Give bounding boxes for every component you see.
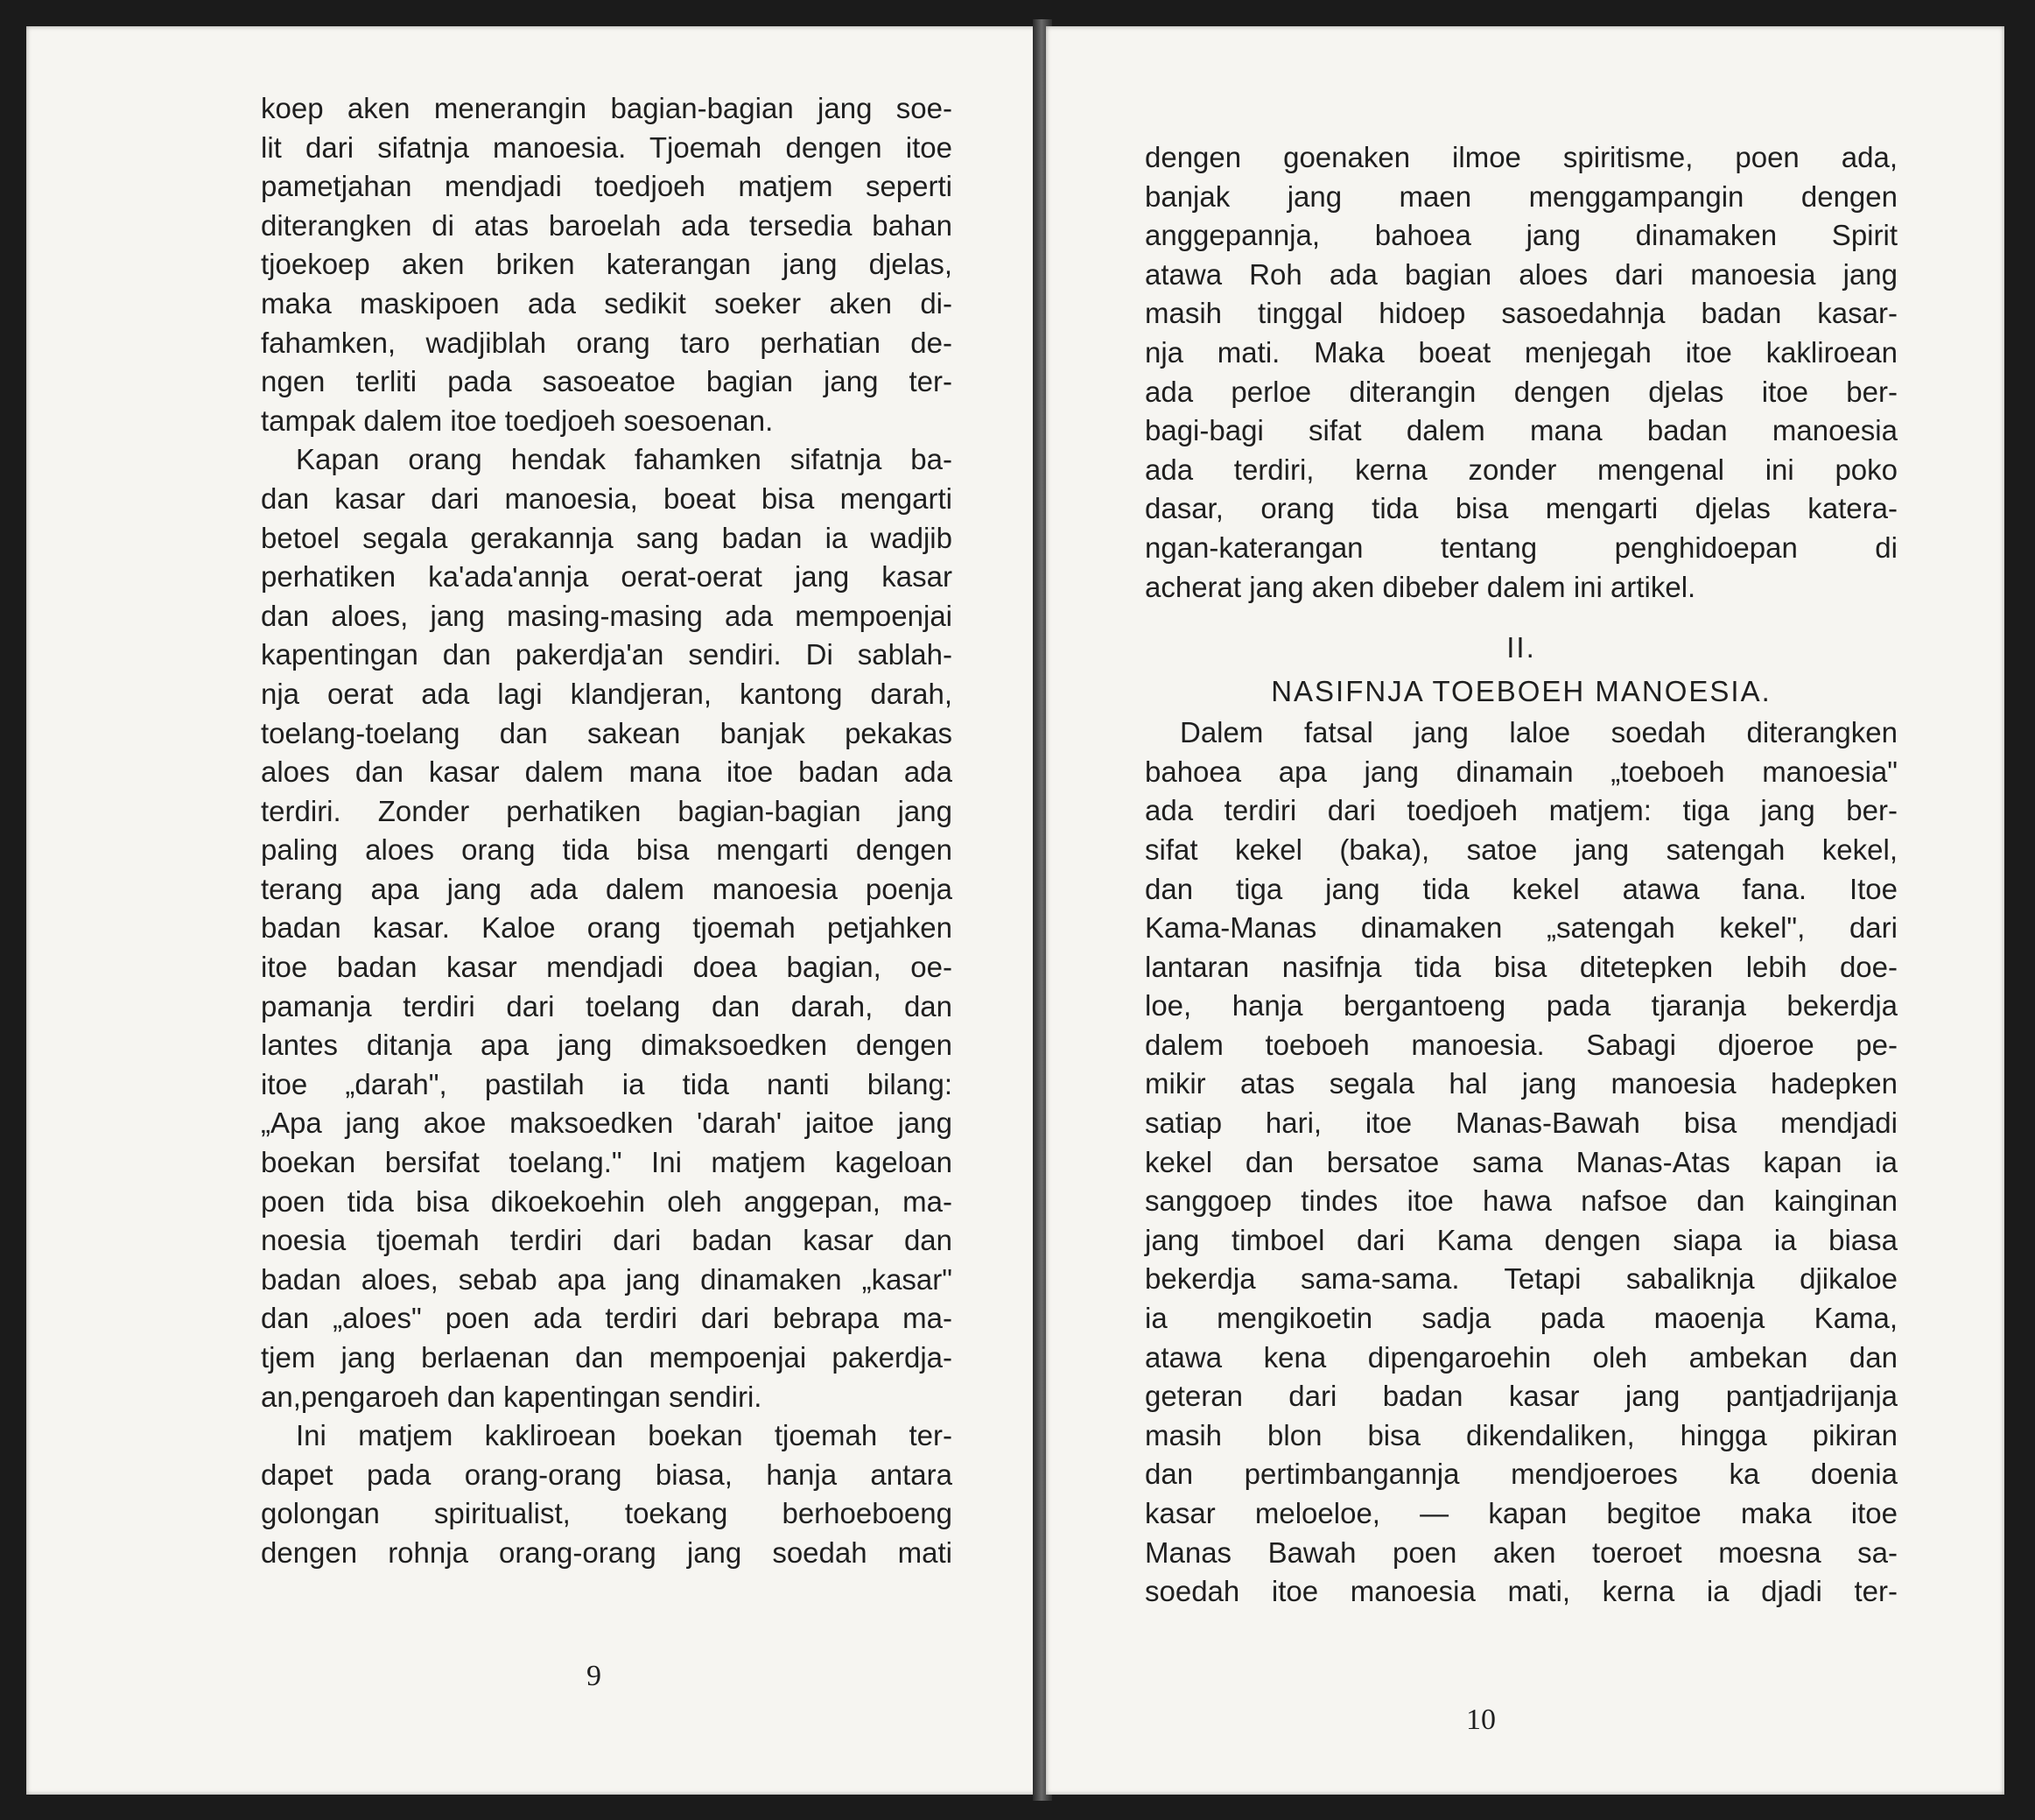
text-line: mikir atas segala hal jang manoesia hadepken (1145, 1067, 1898, 1100)
text-line: koep aken menerangin bagian-bagian jang soe- (261, 92, 952, 124)
text-line: badan aloes, sebab apa jang dinamaken „kasar" (261, 1262, 952, 1296)
text-line: lantaran nasifnja tida bisa ditetepken lebih doe- (1145, 950, 1898, 983)
text-line: betoel segala gerakannja sang badan ia wadjib (261, 521, 952, 554)
text-line: dengen goenaken ilmoe spiritisme, poen ada, (1145, 141, 1898, 173)
text-line: tjem jang berlaenan dan mempoenjai pakerdja- (261, 1341, 952, 1374)
text-line: an,pengaroeh dan kapentingan sendiri. (261, 1380, 762, 1413)
text-line: poen tida bisa dikoekoehin oleh anggepan, ma- (261, 1184, 952, 1218)
right-page-number: 10 (1466, 1704, 1496, 1736)
text-line: soedah itoe manoesia mati, kerna ia djadi ter- (1145, 1575, 1898, 1608)
text-line: masih tinggal hidoep sasoedahnja badan kasar- (1145, 297, 1898, 330)
text-line: dan „aloes" poen ada terdiri dari bebrapa ma- (261, 1302, 952, 1335)
text-line: Manas Bawah poen aken toeroet moesna sa- (1145, 1535, 1898, 1569)
text-line: maka maskipoen ada sedikit soeker aken di- (261, 286, 952, 320)
text-line: dasar, orang tida bisa mengarti djelas katera- (1145, 492, 1898, 525)
text-line: banjak jang maen menggampangin dengen (1145, 179, 1898, 213)
text-line: satiap hari, itoe Manas-Bawah bisa mendjadi (1145, 1107, 1898, 1140)
text-line: Ini matjem kakliroean boekan tjoemah ter- (296, 1419, 952, 1452)
text-line: loe, hanja bergantoeng pada tjaranja bekerdja (1145, 989, 1898, 1022)
text-line: terdiri. Zonder perhatiken bagian-bagian jang (261, 794, 952, 827)
text-line: paling aloes orang tida bisa mengarti dengen (261, 833, 952, 867)
text-line: dan kasar dari manoesia, boeat bisa mengarti (261, 481, 952, 515)
text-line: ngan-katerangan tentang penghidoepan di (1145, 531, 1898, 564)
text-line: atawa Roh ada bagian aloes dari manoesia jang (1145, 257, 1898, 291)
text-line: ada perloe diterangin dengen djelas itoe ber- (1145, 375, 1898, 408)
text-line: Kapan orang hendak fahamken sifatnja ba- (296, 443, 952, 476)
text-line: ada terdiri dari toedjoeh matjem: tiga jang ber- (1145, 794, 1898, 827)
left-page (26, 26, 1037, 1795)
text-line: Kama-Manas dinamaken „satengah kekel", dari (1145, 911, 1898, 945)
text-line: geteran dari badan kasar jang pantjadrijanja (1145, 1380, 1898, 1413)
text-line: diterangken di atas baroelah ada tersedia bahan (261, 208, 952, 242)
text-line: Dalem fatsal jang laloe soedah diterangken (1180, 716, 1898, 749)
text-line: sifat kekel (baka), satoe jang satengah kekel, (1145, 833, 1898, 866)
text-line: kekel dan bersatoe sama Manas-Atas kapan ia (1145, 1145, 1898, 1178)
text-line: anggepannja, bahoea jang dinamaken Spirit (1145, 219, 1898, 252)
section-number: II. (1506, 631, 1536, 664)
text-line: fahamken, wadjiblah orang taro perhatian de- (261, 326, 952, 359)
text-line: pamanja terdiri dari toelang dan darah, dan (261, 989, 952, 1022)
text-line: dan tiga jang tida kekel atawa fana. Itoe (1145, 872, 1898, 905)
section-title: NASIFNJA TOEBOEH MANOESIA. (1271, 675, 1772, 708)
text-line: dan pertimbangannja mendjoeroes ka doenia (1145, 1458, 1898, 1491)
text-line: nja mati. Maka boeat menjegah itoe kakliroean (1145, 335, 1898, 369)
text-line: dalem toeboeh manoesia. Sabagi djoeroe pe- (1145, 1028, 1898, 1061)
text-line: perhatiken ka'ada'annja oerat-oerat jang kasar (261, 560, 952, 594)
text-line: toelang-toelang dan sakean banjak pekakas (261, 716, 952, 749)
text-line: bagi-bagi sifat dalem mana badan manoesia (1145, 414, 1898, 447)
text-line: kapentingan dan pakerdja'an sendiri. Di sablah- (261, 638, 952, 671)
text-line: nja oerat ada lagi klandjeran, kantong darah, (261, 677, 952, 710)
text-line: masih blon bisa dikendaliken, hingga pikiran (1145, 1418, 1898, 1451)
right-page-text (1145, 138, 1898, 1612)
text-line: ngen terliti pada sasoeatoe bagian jang ter- (261, 365, 952, 398)
text-line: ada terdiri, kerna zonder mengenal ini poko (1145, 453, 1898, 486)
text-line: tampak dalem itoe toedjoeh soesoenan. (261, 404, 774, 437)
text-line: terang apa jang ada dalem manoesia poenja (261, 872, 952, 905)
text-line: itoe badan kasar mendjadi doea bagian, oe- (261, 951, 952, 984)
text-line: tjoekoep aken briken katerangan jang djelas, (261, 248, 952, 281)
text-line: jang timboel dari Kama dengen siapa ia biasa (1145, 1223, 1898, 1256)
text-line: dengen rohnja orang-orang jang soedah mati (261, 1535, 952, 1569)
text-line: badan kasar. Kaloe orang tjoemah petjahken (261, 911, 952, 945)
left-page-number: 9 (586, 1660, 601, 1692)
text-line: atawa kena dipengaroehin oleh ambekan dan (1145, 1340, 1898, 1374)
text-line: kasar meloeloe, — kapan begitoe maka itoe (1145, 1497, 1898, 1529)
text-line: ia mengikoetin sadja pada maoenja Kama, (1145, 1302, 1898, 1335)
text-line: pametjahan mendjadi toedjoeh matjem seperti (261, 170, 952, 203)
text-line: aloes dan kasar dalem mana itoe badan ada (261, 755, 952, 789)
text-line: acherat jang aken dibeber dalem ini artikel. (1145, 570, 1696, 603)
left-page-text (261, 89, 952, 1573)
text-line: dapet pada orang-orang biasa, hanja antara (261, 1458, 952, 1491)
text-line: sanggoep tindes itoe hawa nafsoe dan kainginan (1145, 1184, 1898, 1218)
right-page (1046, 26, 2004, 1795)
text-line: golongan spiritualist, toekang berhoeboeng (261, 1497, 952, 1530)
text-line: itoe „darah", pastilah ia tida nanti bilang: (261, 1067, 952, 1100)
text-line: lantes ditanja apa jang dimaksoedken dengen (261, 1029, 952, 1062)
text-line: noesia tjoemah terdiri dari badan kasar dan (261, 1224, 952, 1257)
text-line: bekerdja sama-sama. Tetapi sabaliknja djikaloe (1145, 1262, 1898, 1296)
text-line: dan aloes, jang masing-masing ada mempoenjai (261, 599, 952, 632)
text-line: „Apa jang akoe maksoedken 'darah' jaitoe jang (261, 1107, 952, 1140)
text-line: boekan bersifat toelang." Ini matjem kageloan (261, 1146, 952, 1179)
text-line: bahoea apa jang dinamain „toeboeh manoesia" (1145, 755, 1898, 788)
text-line: lit dari sifatnja manoesia. Tjoemah dengen itoe (261, 130, 952, 164)
